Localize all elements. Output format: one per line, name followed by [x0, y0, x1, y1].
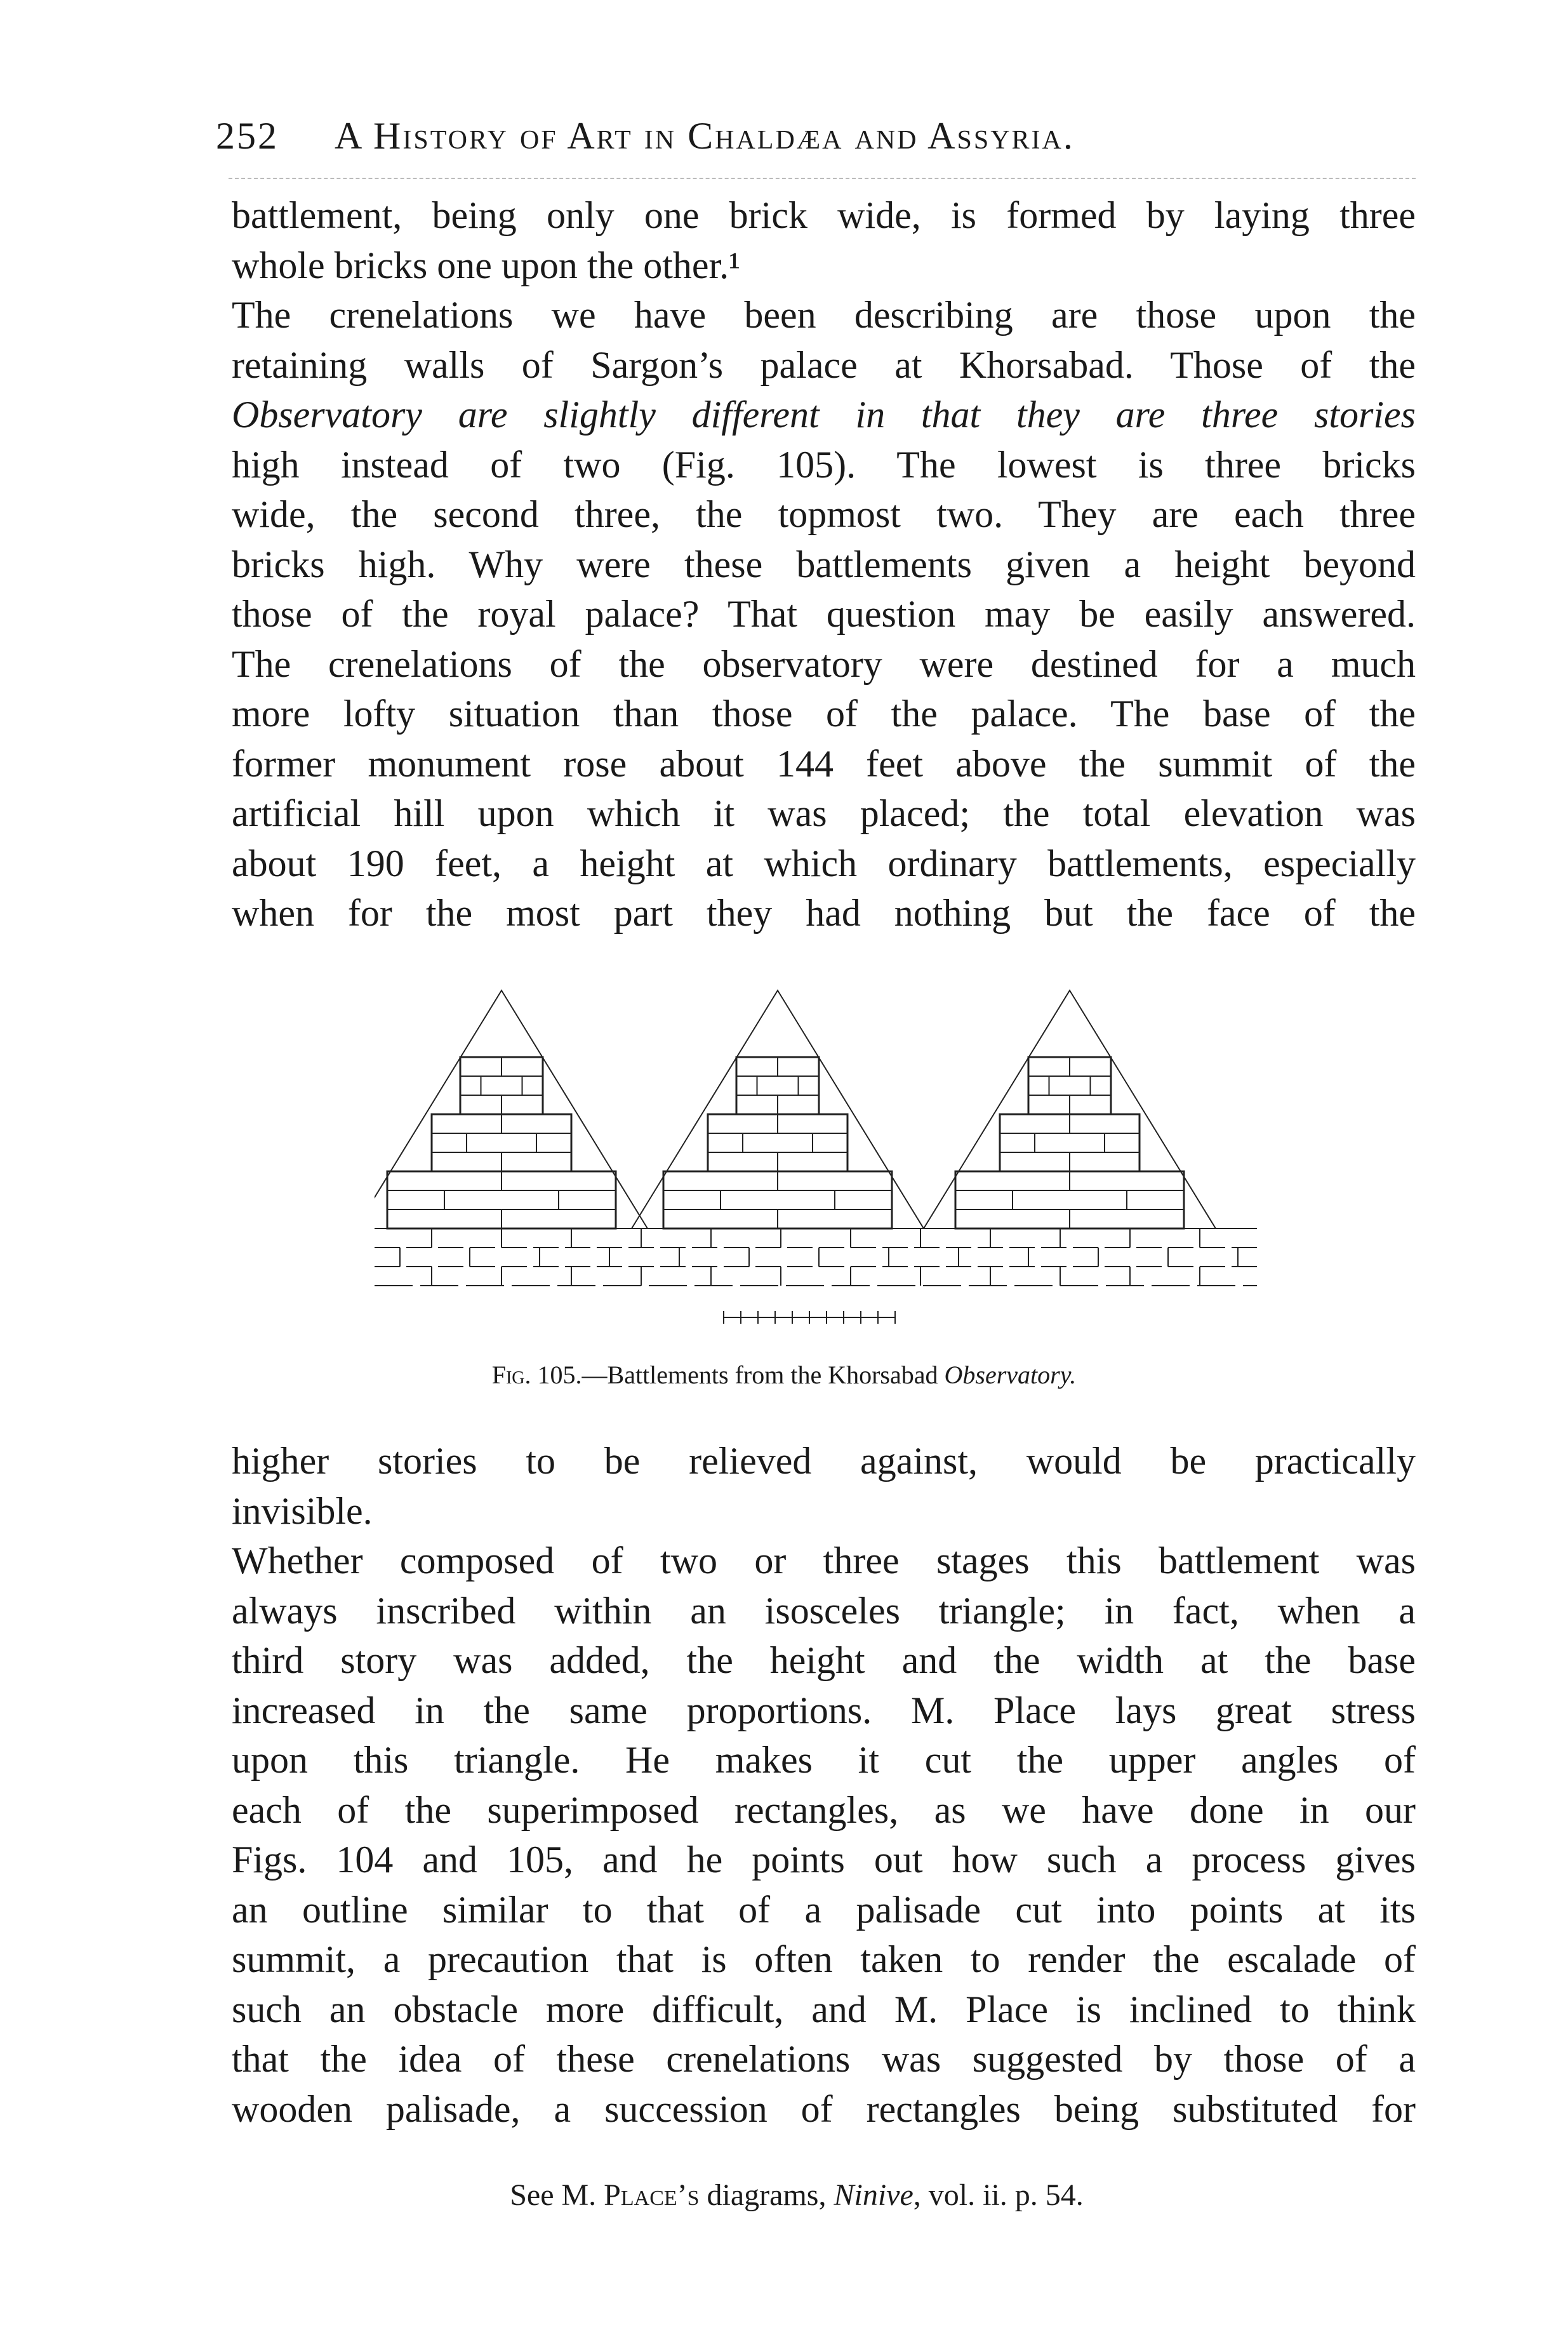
text-line: higher stories to be relieved against, would be practically — [232, 1440, 1416, 1482]
text-line: whole bricks one upon the other.¹ — [232, 244, 741, 286]
text-line: wide, the second three, the topmost two. They are each three — [232, 493, 1416, 535]
text-block-top — [232, 190, 1416, 938]
text-line: bricks high. Why were these battlements given a height beyond — [232, 543, 1416, 585]
text-line: artificial hill upon which it was placed; the total elevation was — [232, 792, 1416, 834]
text-line: that the idea of these crenelations was suggested by those of a — [232, 2038, 1416, 2080]
caption-text: —Battlements from the Khorsabad — [581, 1361, 945, 1389]
footnote — [0, 2178, 1568, 2213]
figure-caption — [0, 1360, 1568, 1390]
text-line: high instead of two (Fig. 105). The lowest is three bricks — [232, 443, 1416, 486]
battlements-figure — [375, 984, 1263, 1340]
text-line: The crenelations of the observatory were destined for a much — [232, 643, 1416, 685]
text-line: an outline similar to that of a palisade cut into points at its — [232, 1888, 1416, 1931]
triangle-outline — [375, 990, 648, 1229]
text-line: Observatory are slightly different in that they are three stories — [232, 394, 1416, 436]
footnote-suffix: , vol. ii. p. 54. — [913, 2178, 1084, 2212]
footnote-italic: Ninive — [834, 2178, 914, 2212]
footnote-name: Place’s — [604, 2178, 700, 2212]
text-line: retaining walls of Sargon’s palace at Khorsabad. Those of the — [232, 343, 1416, 386]
text-line: increased in the same proportions. M. Place lays great stress — [232, 1689, 1416, 1731]
header-rule — [229, 178, 1416, 179]
footnote-prefix: See M. — [510, 2178, 604, 2212]
text-line: such an obstacle more difficult, and M. Place is inclined to think — [232, 1988, 1416, 2030]
running-header — [216, 114, 1422, 158]
text-line: wooden palisade, a succession of rectangles being substituted for — [232, 2088, 1416, 2130]
text-line: The crenelations we have been describing are those upon the — [232, 294, 1416, 336]
text-line: those of the royal palace? That question may be easily answered. — [232, 593, 1416, 635]
text-line: Figs. 104 and 105, and he points out how such a process gives — [232, 1839, 1416, 1881]
text-line: invisible. — [232, 1489, 373, 1532]
text-line: always inscribed within an isosceles triangle; in fact, when a — [232, 1589, 1416, 1632]
text-line: third story was added, the height and the width at the base — [232, 1639, 1416, 1681]
footnote-middle: diagrams, — [699, 2178, 834, 2212]
text-line: each of the superimposed rectangles, as we have done in our — [232, 1788, 1416, 1831]
text-block-bottom — [232, 1436, 1416, 2134]
text-line: upon this triangle. He makes it cut the upper angles of — [232, 1739, 1416, 1781]
text-line: when for the most part they had nothing but the face of the — [232, 892, 1416, 934]
text-line: former monument rose about 144 feet above the summit of the — [232, 742, 1416, 785]
text-line: Whether composed of two or three stages this battlement was — [232, 1540, 1416, 1582]
text-line: summit, a precaution that is often taken to render the escalade of — [232, 1938, 1416, 1980]
page-number: 252 — [216, 115, 279, 157]
caption-italic: Observatory. — [944, 1361, 1077, 1389]
running-title: A History of Art in Chaldæa and Assyria. — [335, 115, 1075, 157]
text-line: about 190 feet, a height at which ordinary battlements, especially — [232, 842, 1416, 884]
text-line: battlement, being only one brick wide, is formed by laying three — [232, 194, 1416, 236]
figure-label: Fig. 105. — [491, 1361, 582, 1389]
text-line: more lofty situation than those of the palace. The base of the — [232, 693, 1416, 735]
